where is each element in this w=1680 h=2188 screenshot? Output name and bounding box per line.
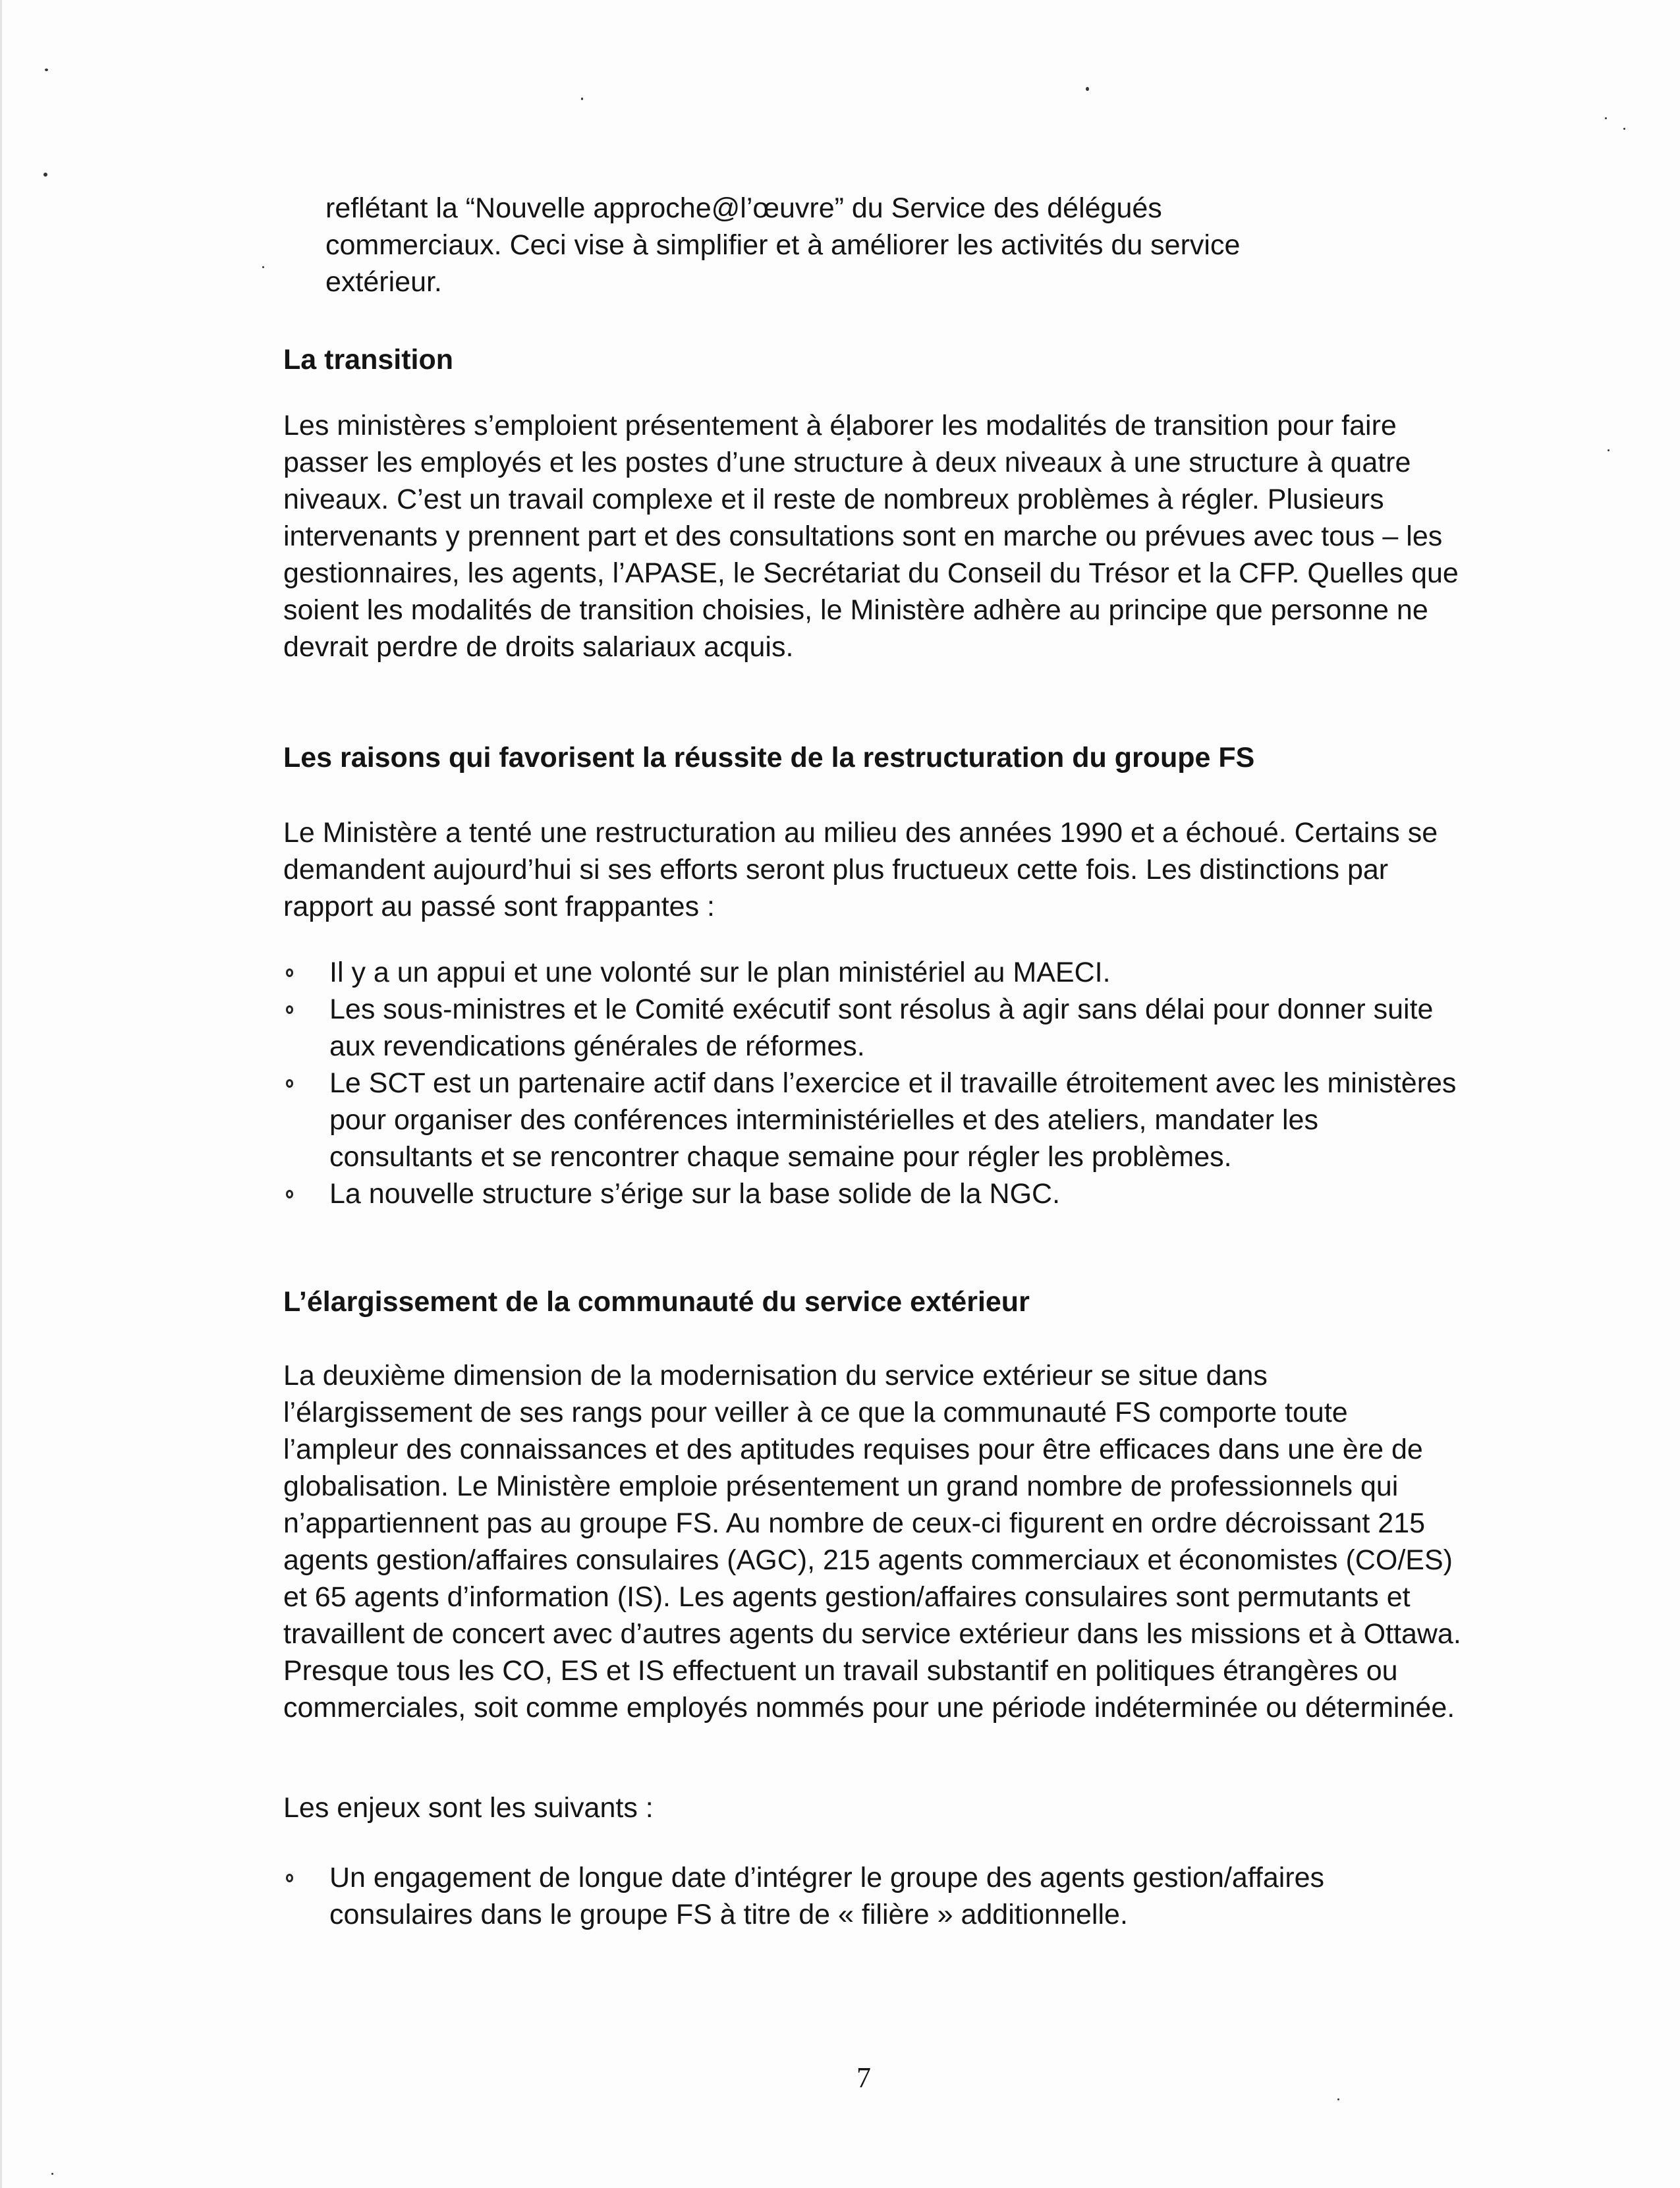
list-item: [283, 1859, 1463, 1933]
page-number: 7: [856, 2062, 871, 2094]
scan-speck: [1608, 449, 1610, 451]
bullet-icon: [286, 1005, 293, 1014]
scan-speck: [581, 98, 583, 100]
intro-paragraph: [325, 190, 1314, 300]
list-item: [283, 991, 1463, 1065]
scan-speck: [1086, 87, 1089, 91]
intro-line: extérieur.: [325, 266, 442, 298]
scan-edge: [0, 0, 2, 2188]
scan-speck: [1605, 117, 1607, 119]
enlargement-paragraph: [283, 1357, 1463, 1726]
paragraph-text: Le Ministère a tenté une restructuration au milieu des années 1990 et a échoué. Certains se demandent aujourd’hui si ses efforts seront plus fructueux cette fois. Les distinctions par rapport au passé sont frappantes :: [283, 817, 1438, 922]
list-item-text: Les sous-ministres et le Comité exécutif sont résolus à agir sans délai pour donner suite aux revendications générales de réformes.: [329, 994, 1434, 1062]
scan-speck: [51, 2173, 53, 2175]
list-item: [283, 1065, 1463, 1175]
list-item: [283, 954, 1463, 991]
list-item-text: Un engagement de longue date d’intégrer le groupe des agents gestion/affaires consulaires dans le groupe FS à titre de « filière » additionnelle.: [329, 1862, 1325, 1930]
bullet-icon: [286, 1190, 293, 1198]
paragraph-text: La deuxième dimension de la modernisation du service extérieur se situe dans l’élargissement de ses rangs pour veiller à ce que la communauté FS comporte toute l’ampleur des connaissances et des aptitudes requises pour être efficaces dans une ère de globalisation. Le Ministère emploie présentement un grand nombre de professionnels qui n’appartiennent pas au groupe FS. Au nombre de ceux-ci figurent en ordre décroissant 215 agents gestion/affaires consulaires (AGC), 215 agents commerciaux et économistes (CO/ES) et 65 agents d’information (IS). Les agents gestion/affaires consulaires sont permutants et travaillent de concert avec d’autres agents du service extérieur dans les missions et à Ottawa. Presque tous les CO, ES et IS effectuent un travail substantif en politiques étrangères ou commerciales, soit comme employés nommés pour une période indéterminée ou déterminée.: [283, 1360, 1461, 1724]
scan-speck: [43, 173, 47, 177]
section-heading-transition: La transition: [283, 344, 454, 376]
scan-speck: [1623, 128, 1625, 130]
scan-speck: [1337, 2098, 1339, 2100]
issues-intro: [283, 1789, 1463, 1826]
reasons-bullet-list: [283, 954, 1463, 1212]
bullet-icon: [286, 968, 293, 977]
issues-bullet-list: [283, 1859, 1463, 1933]
transition-paragraph: [283, 407, 1463, 665]
paragraph-text: Les ministères s’emploient présentement à élaborer les modalités de transition pour faire passer les employés et les postes d’une structure à deux niveaux à une structure à quatre niveaux. C’est un travail complexe et il reste de nombreux problèmes à régler. Plusieurs intervenants y prennent part et des consultations sont en marche ou prévues avec tous – les gestionnaires, les agents, l’APASE, le Secrétariat du Conseil du Trésor et la CFP. Quelles que soient les modalités de transition choisies, le Ministère adhère au principe que personne ne devrait perdre de droits salariaux acquis.: [283, 410, 1459, 663]
reasons-paragraph: [283, 814, 1463, 925]
scan-speck: [262, 266, 264, 268]
list-item: [283, 1175, 1463, 1212]
list-item-text: La nouvelle structure s’érige sur la base solide de la NGC.: [329, 1178, 1061, 1210]
list-item-text: Le SCT est un partenaire actif dans l’exercice et il travaille étroitement avec les ministères pour organiser des conférences interministérielles et des ateliers, mandater les consultants et se rencontrer chaque semaine pour régler les problèmes.: [329, 1067, 1457, 1173]
bullet-icon: [286, 1079, 293, 1088]
section-heading-reasons: Les raisons qui favorisent la réussite de la restructuration du groupe FS: [283, 742, 1255, 773]
scan-speck: [45, 69, 48, 71]
intro-line: commerciaux. Ceci vise à simplifier et à améliorer les activités du service: [325, 229, 1241, 261]
bullet-icon: [286, 1874, 293, 1882]
section-heading-enlargement: L’élargissement de la communauté du service extérieur: [283, 1286, 1030, 1318]
intro-line: reflétant la “Nouvelle approche@l’œuvre” du Service des délégués: [325, 192, 1162, 224]
paragraph-text: Les enjeux sont les suivants :: [283, 1792, 654, 1824]
list-item-text: Il y a un appui et une volonté sur le plan ministériel au MAECI.: [329, 957, 1111, 988]
